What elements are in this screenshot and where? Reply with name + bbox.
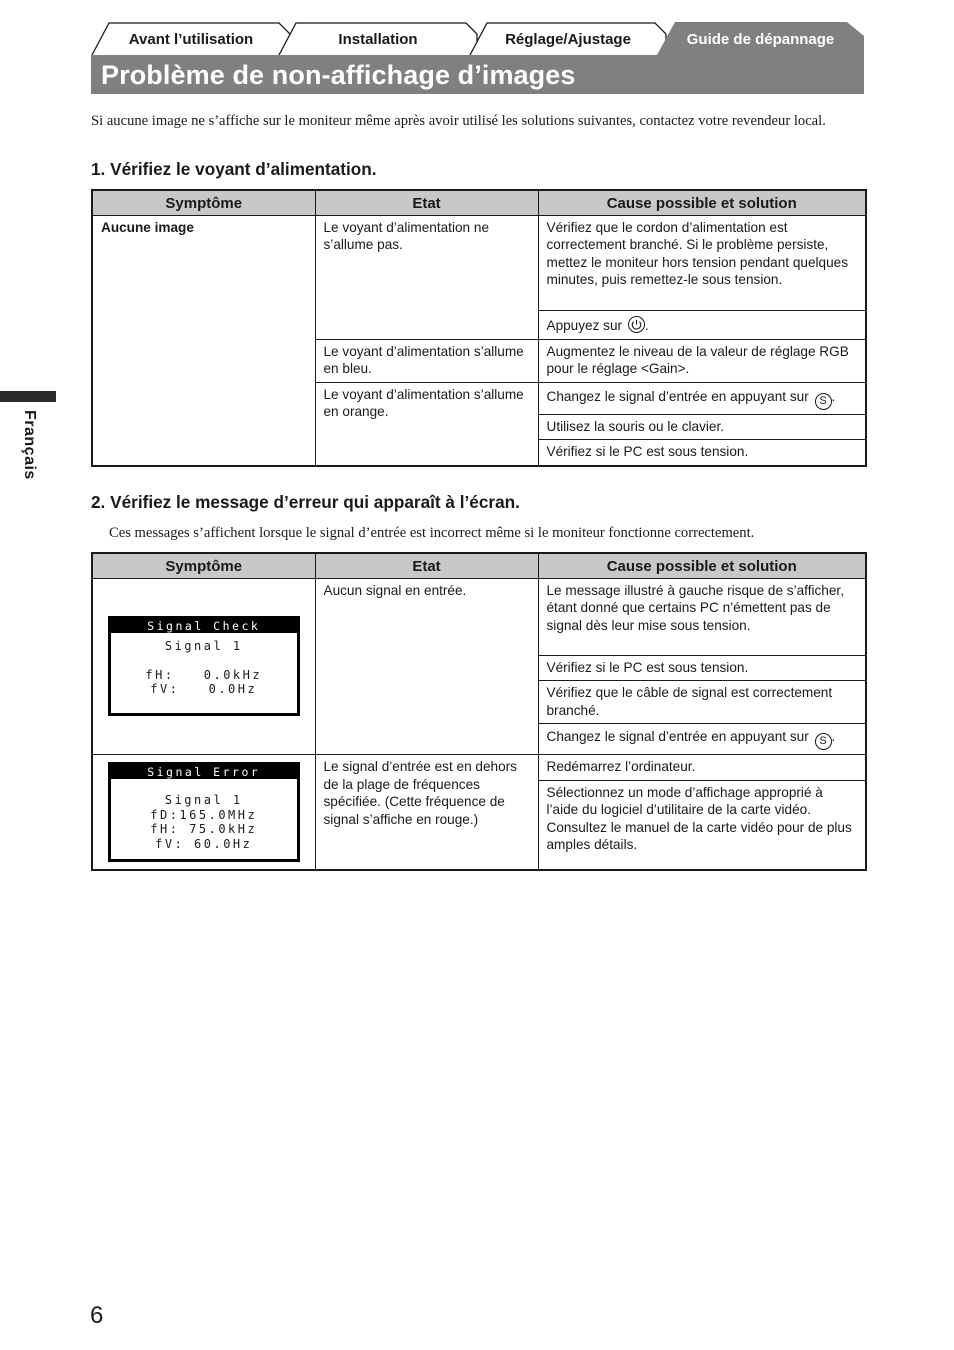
solution-cell: Redémarrez l’ordinateur. xyxy=(538,755,866,781)
osd-header: Signal Check xyxy=(111,619,297,633)
intro-text: Si aucune image ne s’affiche sur le moniteur même après avoir utilisé les solutions suivantes, contactez votre revendeur local. xyxy=(91,113,826,129)
section2-heading: 2. Vérifiez le message d’erreur qui apparaît à l’écran. xyxy=(91,492,520,512)
signal-button-icon: S xyxy=(815,393,832,410)
language-label: Français xyxy=(21,410,38,480)
header-solution: Cause possible et solution xyxy=(538,553,866,578)
solution-cell: Vérifiez que le câble de signal est correctement branché. xyxy=(538,681,866,724)
table-header-row xyxy=(92,553,866,578)
solution-cell: Augmentez le niveau de la valeur de réglage RGB pour le réglage <Gain>. xyxy=(538,339,866,382)
osd-line: fH: 0.0kHz xyxy=(145,667,263,682)
tab-label: Installation xyxy=(338,31,418,48)
header-solution: Cause possible et solution xyxy=(538,190,866,215)
signal-button-icon: S xyxy=(815,733,832,750)
header-state: Etat xyxy=(315,553,538,578)
solution-cell: Vérifiez si le PC est sous tension. xyxy=(538,440,866,466)
tab-label: Réglage/Ajustage xyxy=(505,31,631,48)
state-cell: Le voyant d’alimentation s’allume en orange. xyxy=(315,382,538,466)
tab-label: Guide de dépannage xyxy=(686,31,835,48)
osd-line: fV: 60.0Hz xyxy=(155,836,253,851)
state-cell: Le voyant d’alimentation s’allume en bleu. xyxy=(315,339,538,382)
solution-cell: Utilisez la souris ou le clavier. xyxy=(538,414,866,440)
section2-note: Ces messages s’affichent lorsque le signal d’entrée est incorrect même si le moniteur fonctionne correctement. xyxy=(109,525,755,541)
signal-error-message xyxy=(108,762,300,862)
solution-text-end: . xyxy=(831,388,836,404)
tab-reglage-ajustage[interactable] xyxy=(469,22,667,55)
osd-line: Signal 1 xyxy=(164,639,243,654)
solution-cell: Sélectionnez un mode d’affichage approprié à l’aide du logiciel d’utilitaire de la carte vidéo. Consultez le manuel de la carte vidéo pour de plus amples détails. xyxy=(538,780,866,870)
section1-heading: 1. Vérifiez le voyant d’alimentation. xyxy=(91,159,377,179)
solution-text: Appuyez sur xyxy=(546,317,623,333)
language-marker xyxy=(0,391,56,402)
solution-cell: Vérifiez que le cordon d’alimentation est correctement branché. Si le problème persiste, mettez le moniteur hors tension pendant quelques minutes, puis remettez-le sous tension. xyxy=(538,215,866,310)
solution-text-end: . xyxy=(644,317,649,333)
symptom-cell: Aucune image xyxy=(92,215,315,466)
solution-cell xyxy=(538,310,866,339)
power-indicator-table xyxy=(91,189,867,467)
table-header-row xyxy=(92,190,866,215)
header-symptom: Symptôme xyxy=(92,190,315,215)
osd-body xyxy=(111,779,297,851)
table-row xyxy=(92,578,866,655)
signal-check-message xyxy=(108,616,300,716)
table-row xyxy=(92,215,866,310)
solution-cell: Vérifiez si le PC est sous tension. xyxy=(538,655,866,681)
error-message-table xyxy=(91,552,867,871)
solution-text-end: . xyxy=(831,729,836,744)
header-symptom: Symptôme xyxy=(92,553,315,578)
solution-cell xyxy=(538,382,866,414)
power-button-icon xyxy=(628,316,645,333)
title-bar xyxy=(91,55,864,94)
tab-avant-utilisation[interactable] xyxy=(91,22,291,55)
state-cell: Aucun signal en entrée. xyxy=(315,578,538,755)
solution-cell xyxy=(538,724,866,755)
header-state: Etat xyxy=(315,190,538,215)
solution-cell: Le message illustré à gauche risque de s’afficher, étant donné que certains PC n’émettent pas de signal dès leur mise sous tension. xyxy=(538,578,866,655)
page-title: Problème de non-affichage d’images xyxy=(101,60,576,90)
osd-line: fD:165.0MHz xyxy=(150,807,258,822)
table-row xyxy=(92,755,866,781)
osd-line: Signal 1 xyxy=(164,793,243,807)
symptom-cell xyxy=(92,755,315,871)
tab-label: Avant l’utilisation xyxy=(128,31,254,48)
section-tabs xyxy=(91,22,864,55)
state-cell: Le voyant d’alimentation ne s’allume pas. xyxy=(315,215,538,339)
solution-text: Changez le signal d’entrée en appuyant sur xyxy=(546,388,809,404)
solution-text: Changez le signal d’entrée en appuyant sur xyxy=(546,729,809,744)
page-number: 6 xyxy=(90,1302,104,1329)
symptom-cell xyxy=(92,578,315,755)
osd-body xyxy=(111,633,297,697)
osd-line: fH: 75.0kHz xyxy=(150,822,258,836)
tab-installation[interactable] xyxy=(278,22,478,55)
tab-guide-depannage[interactable] xyxy=(657,22,864,55)
state-cell: Le signal d’entrée est en dehors de la plage de fréquences spécifiée. (Cette fréquence de signal s’affiche en rouge.) xyxy=(315,755,538,871)
osd-header: Signal Error xyxy=(111,765,297,779)
osd-line: fV: 0.0Hz xyxy=(150,682,258,697)
